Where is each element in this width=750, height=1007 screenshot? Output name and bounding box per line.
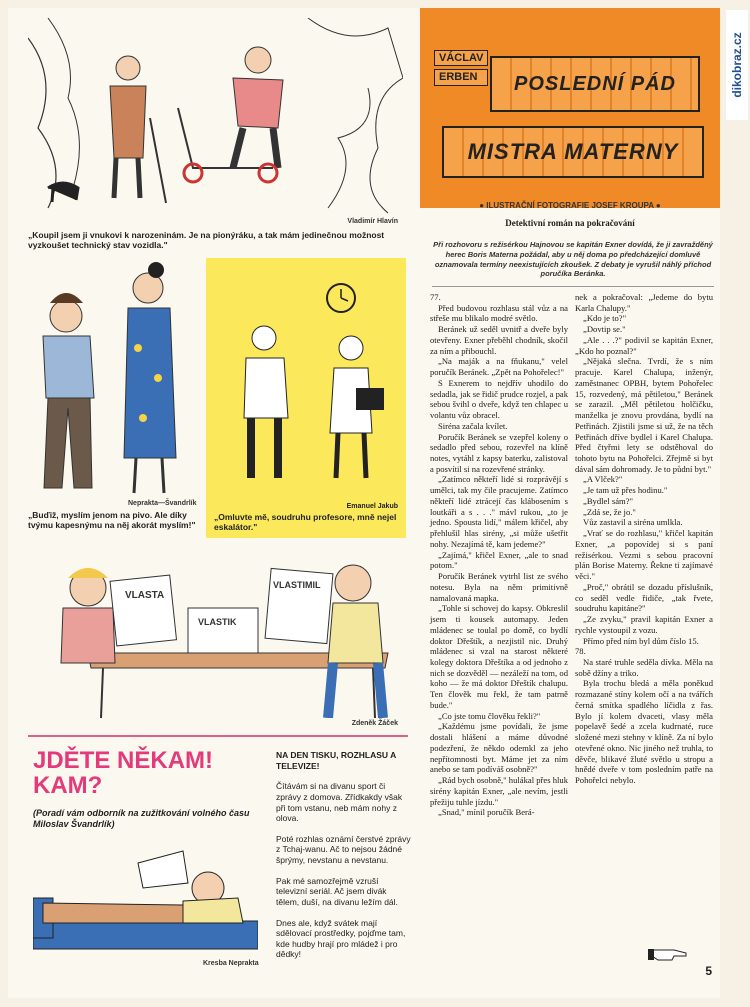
story-paragraph: „Bydlel sám?"	[583, 495, 634, 506]
cartoon-caption: „Omluvte mě, soudruhu profesore, mně nejel eskalátor."	[214, 512, 397, 533]
story-paragraph: „Nějaká slečna. Tvrdí, že s ním pracuje. Karel Chalupa, inženýr, zaměstnanec OPBH, bytem Pohořelec 15, rozvedený, má pětiletou," Beránek se zarazil. „Měl pětiletou holčičku, manželka je znovu provdána, bydlí na Petřinách. Zjistili jsme si už, že na těch Petřinách dříve bydlel i Karel Chalupa. Před čtyřmi lety se odstěhoval do tohoto bytu na Pohořelci. Zřejmě si byt dával sám dohromady. Je to půdní byt."	[575, 356, 713, 474]
poem	[276, 750, 411, 970]
story-text-column-a	[430, 292, 568, 818]
illustration-credit: ● ILUSTRAČNÍ FOTOGRAFIE JOSEF KROUPA ●	[479, 201, 661, 210]
story-paragraph: „Zdá se, že jo."	[583, 506, 636, 517]
story-paragraph: „Kdo je to?"	[583, 313, 627, 324]
story-paragraph: S Exnerem to nejdřív uhodilo do sedadla, jak se řidič prudce rozjel, a pak sebou švihl o dveře, když ten chlapec u volantu vůz obracel.	[430, 377, 568, 421]
story-paragraph: „Na maják a na fňukanu," velel poručík Beránek. „Zpět na Pohořelec!"	[430, 356, 568, 378]
story-paragraph: „Tohle si schovej do kapsy. Obkreslil jsem ti kousek automapy. Jeden mládenec se toulal po domě, co bydlí doktor Dřeštík, a nezjistil nic. Druhý mládenec si vzal na starost některé kolegy doktora Dřeštíka a od jednoho z nich se dozvěděl — nezáleží na tom, od koho — že má doktor Dřeštík chalupu. Ten člověk mu řekl, že tam patrně bude."	[430, 603, 568, 710]
story-paragraph: „Ze zvyku," pravil kapitán Exner a rychle vystoupil z vozu.	[575, 614, 713, 635]
newspaper-vlastimil: VLASTIMIL	[273, 580, 321, 590]
story-text-column-b	[575, 292, 713, 786]
story-author	[434, 50, 488, 89]
poem-stanza: Poté rozhlas oznámí čerstvé zprávy z Tchaj-wanu. Ač to nejsou žádné šprýmy, nevstanu a nevstanu.	[276, 833, 411, 865]
poem-stanza: Dnes ale, když svátek mají sdělovací prostředky, pojďme tam, kde hudby hrají pro mládež i pro dědky!	[276, 917, 406, 960]
cartoon-credit: Zdeněk Žáček	[351, 720, 398, 727]
jdete-subtitle: (Poradí vám odborník na zužitkování volného času Miloslav Švandrlík)	[33, 808, 250, 830]
watermark: dikobraz.cz	[726, 10, 748, 120]
poem-stanza: Čítávám si na divanu sport či zprávy z domova. Zřídkakdy však při tom vstanu, neb mám nohy z olova.	[276, 781, 403, 824]
cartoon-yellow-panel	[206, 258, 406, 538]
poem-heading: NA DEN TISKU, ROZHLASU A TELEVIZE!	[276, 750, 396, 771]
story-column	[420, 8, 720, 998]
cartoon-man-on-sofa-illustration	[33, 843, 258, 963]
story-paragraph: Na staré truhle seděla dívka. Měla na sobě džíny a triko.	[575, 656, 713, 678]
story-paragraph: „Ale . . .?" podivil se kapitán Exner, „Kdo ho poznal?"	[575, 334, 713, 356]
story-paragraph: „Zajímá," křičel Exner, „ale to snad potom."	[430, 549, 568, 571]
author-last-name: ERBEN	[434, 69, 488, 85]
cartoon-couple-illustration	[28, 258, 198, 508]
story-paragraph: Byla trochu bledá a měla poněkud rozmazané stíny kolem očí a na tvářích černá smítka spadlého líčidla z řas. Bylo jí kolem dvaceti, vlasy měla popelavě šedé a zcela kudrnaté, ruce složené mezi stehny v klíně. Za ní bylo otevřené okno. Nic jiného než truhla, to děvče, blikavé žluté světlo u stropu a hnědé dveře v tom posledním patře na Pohořelci nebylo.	[575, 678, 713, 786]
story-paragraph: Siréna začala kvílet.	[438, 420, 508, 431]
story-subtitle: Detektivní román na pokračování	[505, 218, 635, 228]
newspaper-vlasta: VLASTA	[125, 590, 165, 601]
story-paragraph: „Je tam už přes hodinu."	[583, 485, 668, 496]
cartoon-escalator-illustration	[216, 278, 396, 493]
story-header	[420, 8, 720, 208]
poem-stanza: Pak mé samozřejmě vzruší televizní seriál. Ač jsem divák tělem, duší, na divanu ležím dál.	[276, 875, 398, 907]
cartoon-caption: „Buďiž, myslím jenom na pivo. Ale díky tvýmu kapesnýmu na něj akorát myslím!"	[28, 510, 196, 531]
story-paragraph: „Zatímco někteří lidé si rozprávějí s umělci, tak my čile pracujeme. Zatímco někteří lidé ztrácejí čas klábosením s loutkáři a s . . ." mávl rukou, „to je jedno. Spousta lidí," málem křičel, aby přehlušil hlas sirény, „si může ušetřit nohy. Nezajímá tě, kam jedeme?"	[430, 474, 568, 549]
magazine-page	[8, 8, 720, 998]
story-paragraph: Beránek už seděl uvnitř a dveře byly otevřeny. Exner přeběhl chodník, skočil za ním a přibouchl.	[430, 324, 568, 356]
story-paragraph: „Co jste tomu člověku řekli?"	[438, 710, 541, 721]
cartoon-credit: Emanuel Jakub	[346, 503, 398, 510]
story-paragraph: Před budovou rozhlasu stál vůz a na střeše mu blikalo modré světlo.	[430, 302, 568, 324]
cartoon-credit: Neprakta—Švandrlík	[128, 500, 197, 507]
story-paragraph: „A Vlček?"	[583, 474, 623, 485]
story-title-line2: MISTRA MATERNY	[442, 126, 704, 178]
story-paragraph: „Rád bych osobně," hulákal přes hluk sirény kapitán Exner, „ale nevím, jestli přežiju tuhle jízdu."	[430, 775, 568, 807]
story-paragraph: „Vrať se do rozhlasu," křičel kapitán Exner, „a popovídej si s paní režisérkou. Vezmi s sebou pracovní plán Borise Materny. Řekne ti zajímavé věci."	[575, 528, 713, 582]
author-first-name: VÁCLAV	[434, 50, 488, 66]
story-paragraph: Poručík Beránek vytrhl list ze svého notesu. Byla na něm primitivně namalovaná mapka.	[430, 571, 568, 603]
story-paragraph: „Každému jsme povídali, že jsme dostali hlášení a máme důvodné podezření, že někdo odemkl za jeho nepřítomnosti byt. Máme jet za ním anebo se tam podíváš osobně?"	[430, 721, 568, 775]
cartoon-family-newspapers-illustration	[33, 553, 408, 718]
cartoon-credit: Vladimír Hlavín	[347, 218, 398, 225]
cartoon-scooter-illustration	[28, 18, 403, 218]
cartoon-caption: „Koupil jsem ji vnukovi k narozeninám. Je na pionýráku, a tak mám jedinečnou možnost vyzkoušet technický stav vozidla."	[28, 230, 385, 251]
page-number: 5	[705, 964, 712, 978]
story-paragraph: „Snad," mínil poručík Berá-	[438, 807, 535, 818]
newspaper-vlastik: VLASTIK	[198, 617, 237, 627]
story-paragraph: Přímo před ním byl dům číslo 15.	[583, 635, 699, 646]
chapter-number: 78.	[575, 646, 586, 657]
cartoon-column	[8, 8, 418, 998]
pointing-hand-icon	[648, 944, 690, 964]
story-paragraph: Poručík Beránek se vzepřel koleny o sedadlo před sebou, rozevřel na klíně notes, vytáhl z kapsy baterku, zalistoval a posvítil si na rozevřené stránky.	[430, 431, 568, 474]
chapter-number: 77.	[430, 292, 441, 302]
story-paragraph: nek a pokračoval: „Jedeme do bytu Karla Chalupy."	[575, 292, 713, 313]
section-divider	[28, 735, 408, 737]
jdete-title: JDĚTE NĚKAM! KAM?	[33, 747, 214, 800]
story-paragraph: „Dovtip se."	[583, 324, 626, 335]
cartoon-credit: Kresba Neprakta	[203, 960, 259, 967]
story-intro: Při rozhovoru s režisérkou Hajnovou se kapitán Exner dovídá, že ji zavražděný herec Boris Materna požádal, aby u něj doma po předcházející domluvě oznamovala termíny neexistujících zkoušek. Z debaty je vyrušil náhlý příchod poručíka Beránka.	[433, 240, 713, 279]
story-paragraph: „Proč," obrátil se dozadu příslušník, co seděl vedle řidiče, „tak řvete, soudruhu kapitáne?"	[575, 581, 713, 614]
divider	[432, 286, 714, 287]
story-title-line1: POSLEDNÍ PÁD	[490, 56, 700, 112]
story-paragraph: Vůz zastavil a siréna umlkla.	[583, 517, 683, 528]
